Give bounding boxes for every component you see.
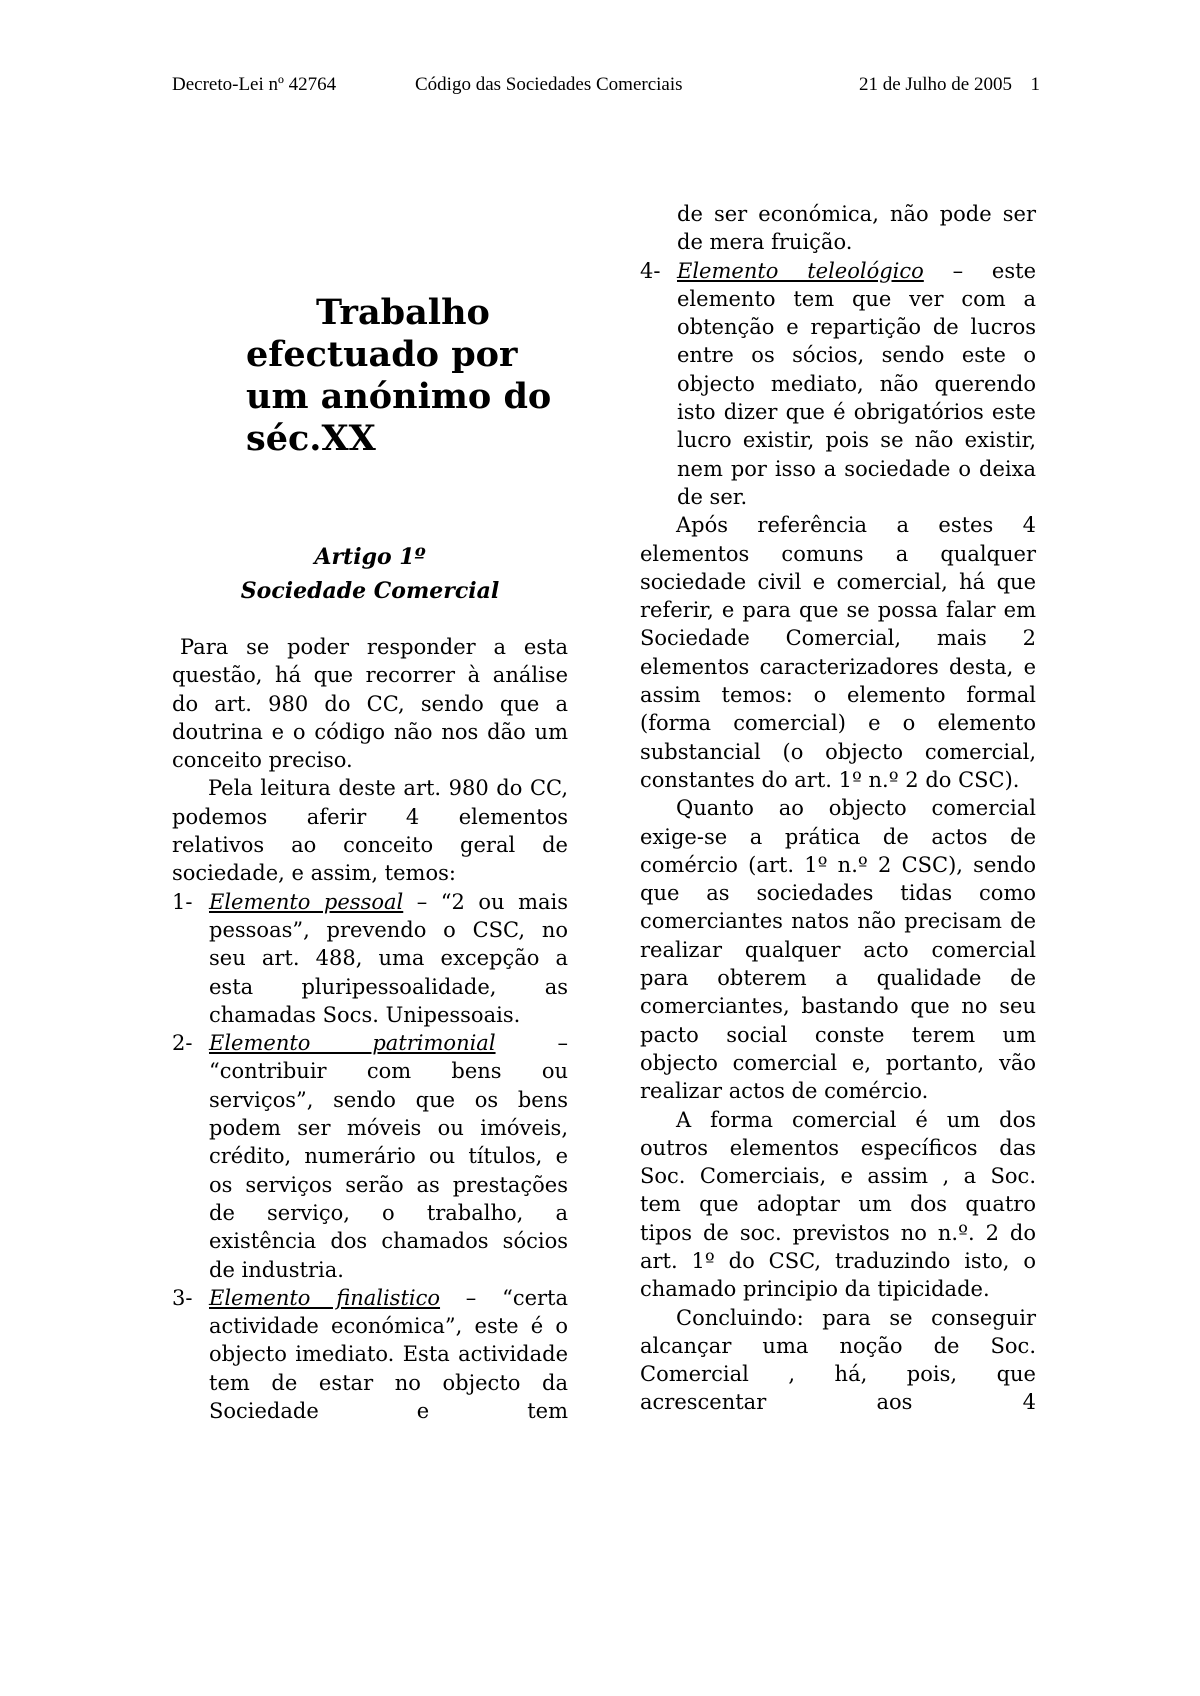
list-item	[172, 1284, 568, 1425]
element-term: Elemento pessoal	[209, 889, 404, 914]
list-number: 2-	[172, 1031, 193, 1056]
list-item	[640, 257, 1036, 512]
paragraph: Quanto ao objecto comercial exige-se a prática de actos de comércio (art. 1º n.º 2 CSC), sendo que as sociedades tidas como comerciantes natos não precisam de realizar qualquer acto comercial para obterem a qualidade de comerciantes, bastando que no seu pacto social conste terem um objecto comercial e, portanto, vão realizar actos de comércio.	[640, 796, 1036, 1104]
title-line-2: efectuado por	[246, 334, 518, 375]
list-text: – “contribuir com bens ou serviços”, sendo que os bens podem ser móveis ou imóveis, crédito, numerário ou títulos, e os serviços serão as prestações de serviço, o trabalho, a existência dos chamados sócios de industria.	[209, 1031, 568, 1282]
page-header	[172, 72, 1040, 98]
title-line-1: Trabalho	[316, 292, 490, 333]
list-number: 1-	[172, 889, 193, 914]
title-line-4: séc.XX	[246, 418, 376, 459]
header-code-title: Código das Sociedades Comerciais	[415, 74, 683, 95]
list-text: – “2 ou mais pessoas”, prevendo o CSC, no seu art. 488, uma excepção a esta pluripessoalidade, as chamadas Socs. Unipessoais.	[209, 889, 568, 1027]
header-page-number: 1	[1030, 74, 1040, 95]
element-term: Elemento finalistico	[209, 1285, 441, 1310]
paragraph: Pela leitura deste art. 980 do CC, podemos aferir 4 elementos relativos ao conceito geral de sociedade, e assim, temos:	[172, 776, 568, 886]
element-term: Elemento patrimonial	[209, 1031, 496, 1056]
list-number: 4-	[640, 258, 661, 283]
article-number: Artigo 1º	[314, 544, 426, 570]
header-date: 21 de Julho de 2005	[858, 74, 1012, 95]
left-column	[172, 633, 568, 1425]
list-item	[172, 888, 568, 1029]
paragraph: A forma comercial é um dos outros elementos específicos das Soc. Comerciais, e assim , a Soc. tem que adoptar um dos quatro tipos de soc. previstos no n.º. 2 do art. 1º do CSC, traduzindo isto, o chamado principio da tipicidade.	[640, 1107, 1036, 1302]
document-title	[246, 292, 576, 460]
list-text: de ser económica, não pode ser de mera fruição.	[677, 202, 1036, 255]
paragraph: Concluindo: para se conseguir alcançar uma noção de Soc. Comercial , há, pois, que acrescentar aos 4	[640, 1305, 1036, 1415]
list-text: – este elemento tem que ver com a obtenção e repartição de lucros entre os sócios, sendo este o objecto mediato, não querendo isto dizer que é obrigatórios este lucro existir, pois se não existir, nem por isso a sociedade o deixa de ser.	[677, 258, 1036, 509]
paragraph: Após referência a estes 4 elementos comuns a qualquer sociedade civil e comercial, há que referir, e para que se possa falar em Sociedade Comercial, mais 2 elementos caracterizadores desta, e assim temos: o elemento formal (forma comercial) e o elemento substancial (o objecto comercial, constantes do art. 1º n.º 2 do CSC).	[640, 513, 1036, 792]
header-decree: Decreto-Lei nº 42764	[172, 74, 337, 95]
article-name: Sociedade Comercial	[240, 578, 500, 604]
list-item	[172, 1029, 568, 1284]
element-term: Elemento teleológico	[677, 258, 924, 283]
paragraph: Para se poder responder a esta questão, há que recorrer à análise do art. 980 do CC, sendo que a doutrina e o código não nos dão um conceito preciso.	[172, 635, 568, 773]
list-item-continuation	[640, 200, 1036, 257]
list-number: 3-	[172, 1285, 193, 1310]
article-heading	[172, 540, 568, 608]
right-column	[640, 200, 1036, 1417]
title-line-3: um anónimo do	[246, 376, 552, 417]
list-text: – “certa actividade económica”, este é o objecto imediato. Esta actividade tem de estar no objecto da Sociedade e tem	[209, 1285, 569, 1424]
